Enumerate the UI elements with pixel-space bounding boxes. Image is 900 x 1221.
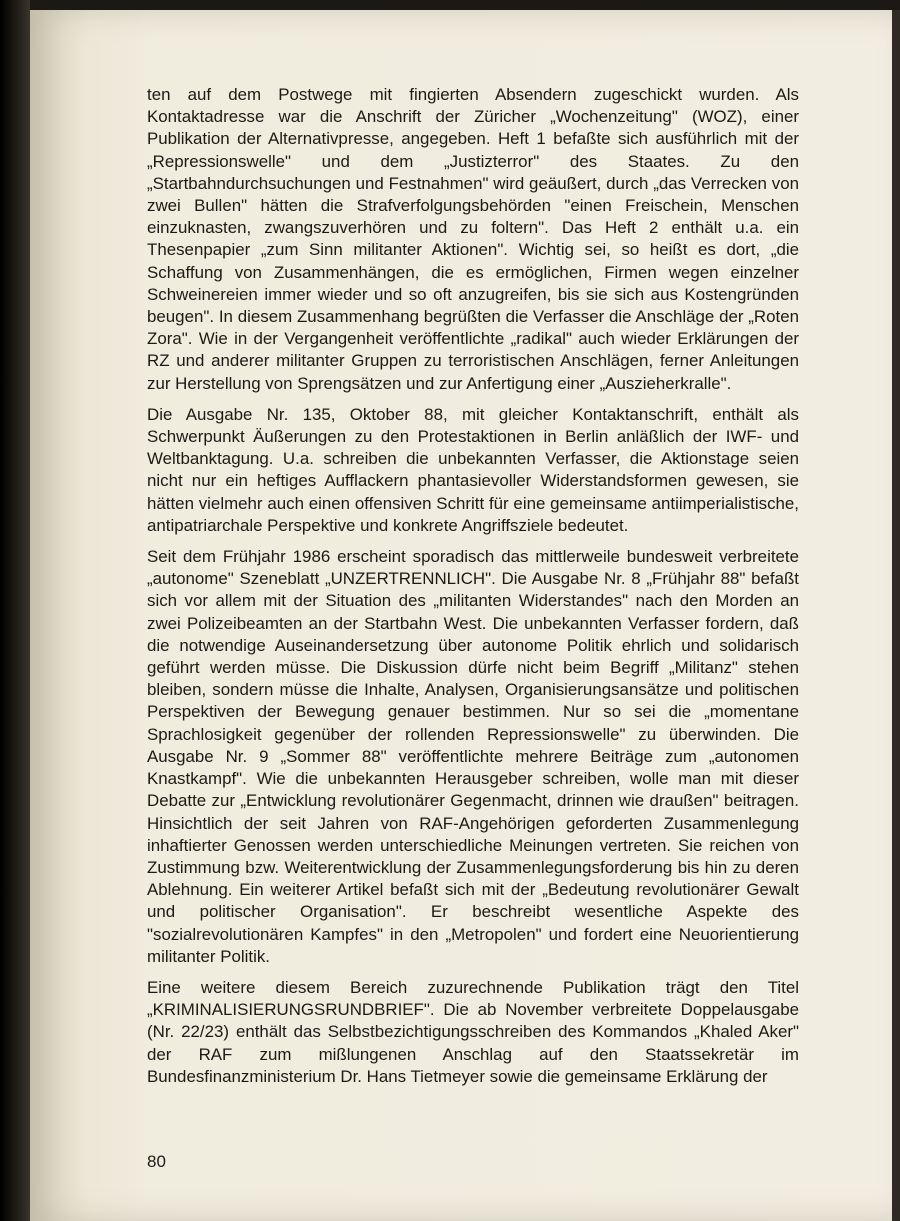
paragraph-3: Seit dem Frühjahr 1986 erscheint sporadisch das mittlerweile bundesweit verbreitete „autonome" Szeneblatt „UNZERTRENNLICH". Die Ausgabe Nr. 8 „Frühjahr 88" befaßt sich vor allem mit der Situation des „militanten Widerstandes" nach den Morden an zwei Polizeibeamten an der Startbahn West. Die unbekannten Verfasser fordern, daß die notwendige Auseinandersetzung über autonome Politik ehrlich und solidarisch geführt werden müsse. Die Diskussion dürfe nicht beim Begriff „Militanz" stehen bleiben, sondern müsse die Inhalte, Analysen, Organisierungsansätze und politischen Perspektiven der Bewegung genauer bestimmen. Nur so sei die „momentane Sprachlosigkeit gegenüber der rollenden Repressionswelle" zu überwinden. Die Ausgabe Nr. 9 „Sommer 88" veröffentlichte mehrere Beiträge zum „autonomen Knastkampf". Wie die unbekannten Herausgeber schreiben, wolle man mit dieser Debatte zur „Entwicklung revolutionärer Gegenmacht, drinnen wie draußen" beitragen. Hinsichtlich der seit Jahren von RAF-Angehörigen geforderten Zusammenlegung inhaftierter Genossen werden unterschiedliche Meinungen vertreten. Sie reichen von Zustimmung bzw. Weiterentwicklung der Zusammenlegungsforderung bis hin zu deren Ablehnung. Ein weiterer Artikel befaßt sich mit der „Bedeutung revolutionärer Gewalt und politischer Organisation". Er beschreibt wesentliche Aspekte des "sozialrevolutionären Kampfes" in den „Metropolen" und fordert eine Neuorientierung militanter Politik. (147, 547, 799, 966)
scan-book-spine (0, 0, 30, 1221)
paragraph-4: Eine weitere diesem Bereich zuzurechnende Publikation trägt den Titel „KRIMINALISIERUNGSRUNDBRIEF". Die ab November verbreitete Doppelausgabe (Nr. 22/23) enthält das Selbstbezichtigungsschreiben des Kommandos „Khaled Aker" der RAF zum mißlungenen Anschlag auf den Staatssekretär im Bundesfinanzministerium Dr. Hans Tietmeyer sowie die gemeinsame Erklärung der (147, 977, 799, 1086)
paragraph-1: ten auf dem Postwege mit fingierten Absendern zugeschickt wurden. Als Kontaktadresse war die Anschrift der Züricher „Wochenzeitung" (WOZ), einer Publikation der Alternativpresse, angegeben. Heft 1 befaßte sich ausführlich mit der „Repressionswelle" und dem „Justizterror" des Staates. Zu den „Startbahndurchsuchungen und Festnahmen" wird geäußert, durch „das Verrecken von zwei Bullen" hätten die Strafverfolgungsbehörden "einen Freischein, Menschen einzuknasten, zwangszuverhören und zu foltern". Das Heft 2 enthält u.a. ein Thesenpapier „zum Sinn militanter Aktionen". Wichtig sei, so heißt es dort, „die Schaffung von Zusammenhängen, die es ermöglichen, Firmen wegen einzelner Schweinereien immer wieder und so oft anzugreifen, bis sie sich aus Kostengründen beugen". In diesem Zusammenhang begrüßten die Verfasser die Anschläge der „Roten Zora". Wie in der Vergangenheit veröffentlichte „radikal" auch wieder Erklärungen der RZ und anderer militanter Gruppen zu terroristischen Anschlägen, ferner Anleitungen zur Herstellung von Sprengsätzen und zur Anfertigung einer „Auszieherkralle". (147, 85, 799, 393)
scan-top-edge (0, 0, 900, 10)
page-number: 80 (147, 1152, 166, 1171)
body-text (147, 84, 799, 1097)
paragraph-2: Die Ausgabe Nr. 135, Oktober 88, mit gleicher Kontaktanschrift, enthält als Schwerpunkt Äußerungen zu den Protestaktionen in Berlin anläßlich der IWF- und Weltbanktagung. U.a. schreiben die unbekannten Verfasser, die Aktionstage seien nicht nur ein heftiges Aufflackern phantasievoller Widerstandsformen gewesen, sie hätten vielmehr auch einen offensiven Schritt für eine gemeinsame antiimperialistische, antipatriarchale Perspektive und konkrete Angriffsziele bedeutet. (147, 404, 799, 535)
